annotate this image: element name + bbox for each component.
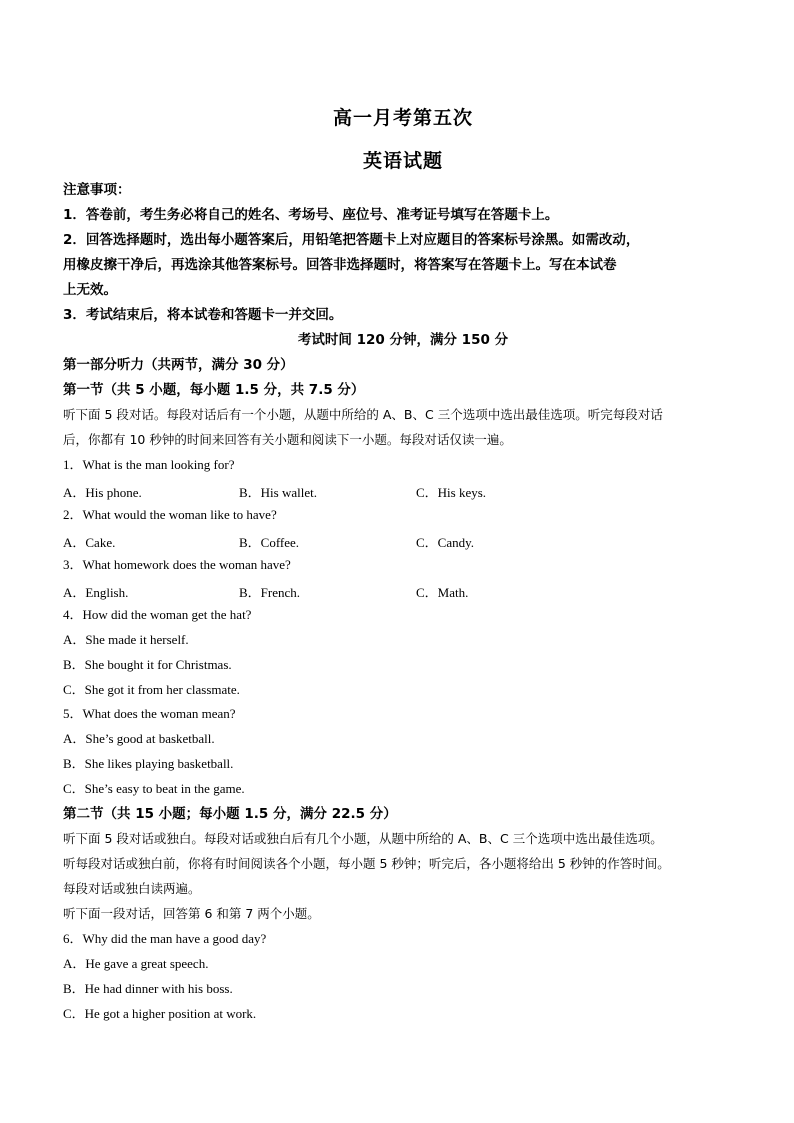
exam-info: 考试时间 120 分钟，满分 150 分 xyxy=(297,332,509,348)
option-b: B．He had dinner with his boss. xyxy=(63,981,233,996)
question-stem: 2．What would the woman like to have? xyxy=(63,507,277,522)
options-row xyxy=(63,582,743,598)
option-c: C．Math. xyxy=(416,585,469,600)
option-a: A．English. xyxy=(63,585,129,600)
section2-instructions: 听下面 5 段对话或独白。每段对话或独白后有几个小题，从题中所给的 A、B、C 三个选项中选出最佳选项。 xyxy=(63,831,663,846)
notice-item: 2．回答选择题时，选出每小题答案后，用铅笔把答题卡上对应题目的答案标号涂黑。如需改动， xyxy=(63,232,640,248)
section1-instructions: 听下面 5 段对话。每段对话后有一个小题，从题中所给的 A、B、C 三个选项中选出最佳选项。听完每段对话 xyxy=(63,407,663,422)
part1-heading: 第一部分听力（共两节，满分 30 分） xyxy=(63,357,294,373)
option-c: C．His keys. xyxy=(416,485,487,500)
question-stem: 1．What is the man looking for? xyxy=(63,457,235,472)
notice-item: 上无效。 xyxy=(63,282,117,298)
options-row xyxy=(63,482,743,498)
option-a: A．His phone. xyxy=(63,485,142,500)
option-c: C．He got a higher position at work. xyxy=(63,1006,257,1021)
options-row xyxy=(63,532,743,548)
notice-heading: 注意事项： xyxy=(63,182,131,198)
option-b: B．His wallet. xyxy=(239,485,317,500)
section2-instructions: 每段对话或独白读两遍。 xyxy=(63,881,201,896)
section1-instructions: 后，你都有 10 秒钟的时间来回答有关小题和阅读下一小题。每段对话仅读一遍。 xyxy=(63,432,512,447)
option-b: B．She likes playing basketball. xyxy=(63,756,234,771)
option-a: A．He gave a great speech. xyxy=(63,956,209,971)
question-stem: 5．What does the woman mean? xyxy=(63,706,236,721)
exam-subtitle: 英语试题 xyxy=(362,150,443,172)
option-a: A．She’s good at basketball. xyxy=(63,731,215,746)
notice-item: 1．答卷前，考生务必将自己的姓名、考场号、座位号、准考证号填写在答题卡上。 xyxy=(63,207,559,223)
section2-instructions: 听每段对话或独白前，你将有时间阅读各个小题，每小题 5 秒钟；听完后，各小题将给出 5 秒钟的作答时间。 xyxy=(63,856,670,871)
section2-heading: 第二节（共 15 小题；每小题 1.5 分，满分 22.5 分） xyxy=(63,806,397,822)
question-stem: 4．How did the woman get the hat? xyxy=(63,607,252,622)
sub-instruction: 听下面一段对话，回答第 6 和第 7 两个小题。 xyxy=(63,906,320,921)
option-a: A．She made it herself. xyxy=(63,632,189,647)
option-b: B．Coffee. xyxy=(239,535,300,550)
question-stem: 3．What homework does the woman have? xyxy=(63,557,291,572)
question-stem: 6．Why did the man have a good day? xyxy=(63,931,267,946)
notice-item: 3．考试结束后，将本试卷和答题卡一并交回。 xyxy=(63,307,343,323)
section1-heading: 第一节（共 5 小题，每小题 1.5 分，共 7.5 分） xyxy=(63,382,365,398)
option-b: B．She bought it for Christmas. xyxy=(63,657,232,672)
option-a: A．Cake. xyxy=(63,535,116,550)
notice-item: 用橡皮擦干净后，再选涂其他答案标号。回答非选择题时，将答案写在答题卡上。写在本试卷 xyxy=(63,257,617,273)
option-c: C．She’s easy to beat in the game. xyxy=(63,781,245,796)
exam-title: 高一月考第五次 xyxy=(332,107,473,129)
option-b: B．French. xyxy=(239,585,301,600)
option-c: C．Candy. xyxy=(416,535,475,550)
option-c: C．She got it from her classmate. xyxy=(63,682,240,697)
